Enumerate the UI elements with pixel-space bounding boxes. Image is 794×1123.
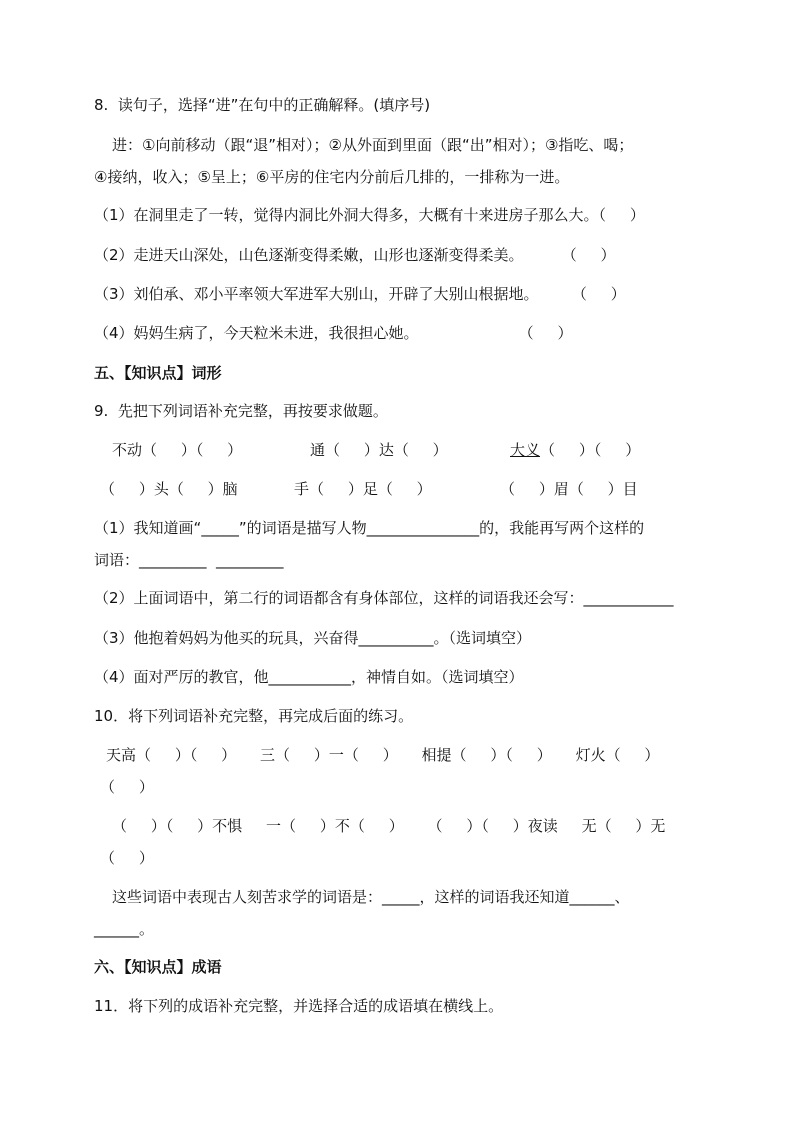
q10-part-1-line-2: ______。 — [94, 920, 155, 938]
section-5-heading: 五、【知识点】词形 — [94, 364, 222, 382]
q9-row1-word-a: 不动（ ）（ ） — [112, 441, 243, 459]
q8-item-4: （4）妈妈生病了，今天粒米未进，我很担心她。 （ ） — [94, 324, 573, 342]
q8-item-2: （2）走进天山深处，山色逐渐变得柔嫩，山形也逐渐变得柔美。 （ ） — [94, 246, 616, 264]
q10-part-1-line-1: 这些词语中表现古人刻苦求学的词语是：_____，这样的词语我还知道______、 — [112, 888, 630, 906]
q9-part-1-line-2: 词语：_________ _________ — [94, 551, 284, 569]
q9-part-1-line-1: （1）我知道画“_____”的词语是描写人物_______________的，我能再写两个这样的 — [94, 519, 645, 537]
q8-definition-line-1: 进：①向前移动（跟“退”相对）；②从外面到里面（跟“出”相对）；③指吃、喝； — [112, 136, 634, 154]
q10-row-2-wrap: （ ） — [100, 849, 154, 867]
q9-row1-word-b: 通（ ）达（ ） — [310, 441, 448, 459]
q9-title: 9. 先把下列词语补充完整，再按要求做题。 — [94, 402, 388, 420]
section-6-heading: 六、【知识点】成语 — [94, 958, 222, 976]
q9-part-4: （4）面对严厉的教官，他___________，神情自如。（选词填空） — [94, 668, 524, 686]
q8-title: 8. 读句子，选择“进”在句中的正确解释。(填序号) — [94, 96, 431, 114]
q10-row-1-wrap: （ ） — [100, 778, 154, 796]
q9-row2-word-b: 手（ ）足（ ） — [294, 480, 432, 498]
underlined-word: 大义 — [510, 441, 541, 459]
q9-part-3: （3）他抱着妈妈为他买的玩具，兴奋得__________。（选词填空） — [94, 629, 532, 647]
q9-row1-word-c-blanks: （ ）（ ） — [540, 441, 641, 459]
q9-part-2: （2）上面词语中，第二行的词语都含有身体部位，这样的词语我还会写：____________ — [94, 589, 674, 607]
q8-definition-line-2: ④接纳，收入；⑤呈上；⑥平房的住宅内分前后几排的，一排称为一进。 — [94, 168, 570, 186]
q10-row-2: （ ）（ ）不惧 一（ ）不（ ） （ ）（ ）夜读 无（ ）无 — [112, 817, 666, 835]
q10-row-1: 天高（ ）（ ） 三（ ）一（ ） 相提（ ）（ ） 灯火（ ） — [106, 746, 660, 764]
q9-row1-word-c — [510, 439, 640, 461]
q11-title: 11．将下列的成语补充完整，并选择合适的成语填在横线上。 — [94, 997, 504, 1015]
q8-item-3: （3）刘伯承、邓小平率领大军进军大别山，开辟了大别山根据地。 （ ） — [94, 285, 626, 303]
q9-row2-word-a: （ ）头（ ）脑 — [100, 480, 238, 498]
q9-row2-word-c: （ ）眉（ ）目 — [500, 480, 638, 498]
q10-title: 10．将下列词语补充完整，再完成后面的练习。 — [94, 707, 414, 725]
q8-item-1: （1）在洞里走了一转，觉得内洞比外洞大得多，大概有十来进房子那么大。（ ） — [94, 206, 645, 224]
